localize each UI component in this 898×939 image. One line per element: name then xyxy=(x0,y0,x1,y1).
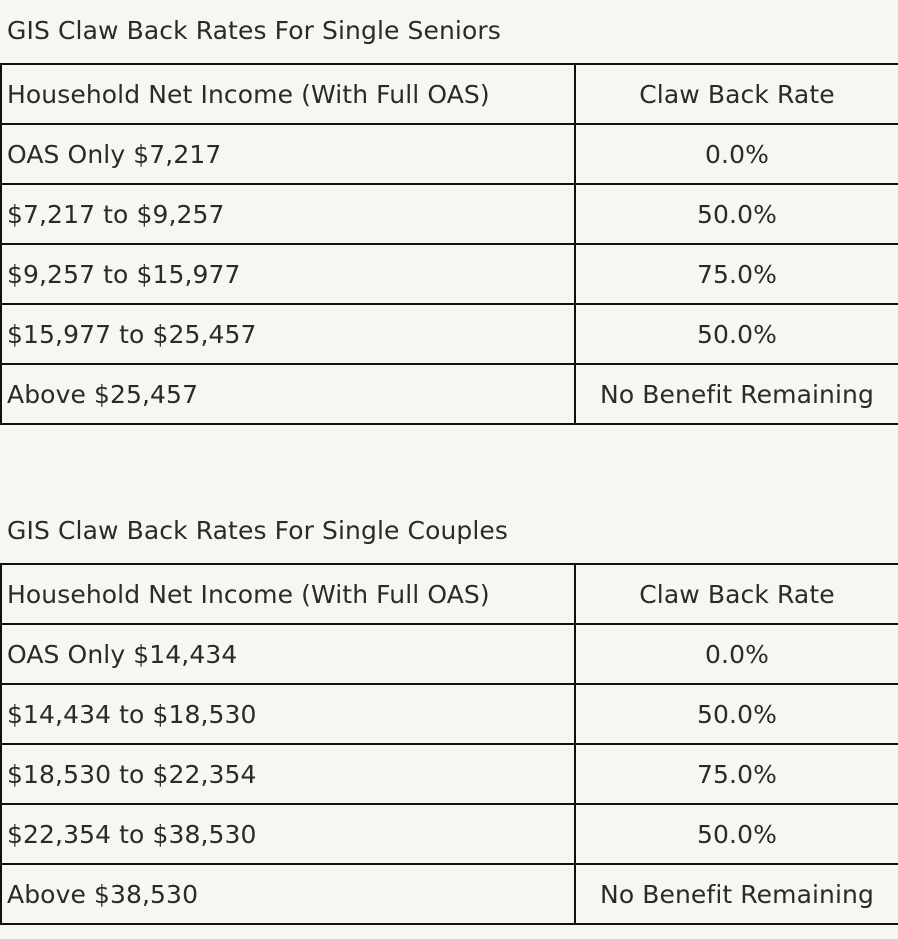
column-header-rate: Claw Back Rate xyxy=(575,564,898,624)
income-cell: OAS Only $14,434 xyxy=(1,624,575,684)
income-cell: $22,354 to $38,530 xyxy=(1,804,575,864)
table-row xyxy=(1,184,898,244)
clawback-table xyxy=(0,63,898,425)
income-cell: Above $38,530 xyxy=(1,864,575,924)
income-cell: $18,530 to $22,354 xyxy=(1,744,575,804)
income-cell: Above $25,457 xyxy=(1,364,575,424)
table-row xyxy=(1,624,898,684)
rate-cell: 50.0% xyxy=(575,304,898,364)
clawback-table xyxy=(0,563,898,925)
column-header-income: Household Net Income (With Full OAS) xyxy=(1,564,575,624)
rate-cell: 50.0% xyxy=(575,804,898,864)
table-row xyxy=(1,864,898,924)
rate-cell: 50.0% xyxy=(575,184,898,244)
rate-cell: 0.0% xyxy=(575,624,898,684)
table-header-row xyxy=(1,64,898,124)
table-row xyxy=(1,804,898,864)
table-row xyxy=(1,364,898,424)
rate-cell: No Benefit Remaining xyxy=(575,864,898,924)
income-cell: $9,257 to $15,977 xyxy=(1,244,575,304)
column-header-income: Household Net Income (With Full OAS) xyxy=(1,64,575,124)
income-cell: OAS Only $7,217 xyxy=(1,124,575,184)
column-header-rate: Claw Back Rate xyxy=(575,64,898,124)
table-row xyxy=(1,304,898,364)
income-cell: $14,434 to $18,530 xyxy=(1,684,575,744)
table-title: GIS Claw Back Rates For Single Couples xyxy=(7,516,509,545)
rate-cell: 75.0% xyxy=(575,744,898,804)
rate-cell: 0.0% xyxy=(575,124,898,184)
rate-cell: 50.0% xyxy=(575,684,898,744)
table-header-row xyxy=(1,564,898,624)
table-row xyxy=(1,744,898,804)
income-cell: $7,217 to $9,257 xyxy=(1,184,575,244)
table-row xyxy=(1,684,898,744)
rate-cell: 75.0% xyxy=(575,244,898,304)
table-row xyxy=(1,244,898,304)
income-cell: $15,977 to $25,457 xyxy=(1,304,575,364)
table-row xyxy=(1,124,898,184)
rate-cell: No Benefit Remaining xyxy=(575,364,898,424)
table-title: GIS Claw Back Rates For Single Seniors xyxy=(7,16,501,45)
